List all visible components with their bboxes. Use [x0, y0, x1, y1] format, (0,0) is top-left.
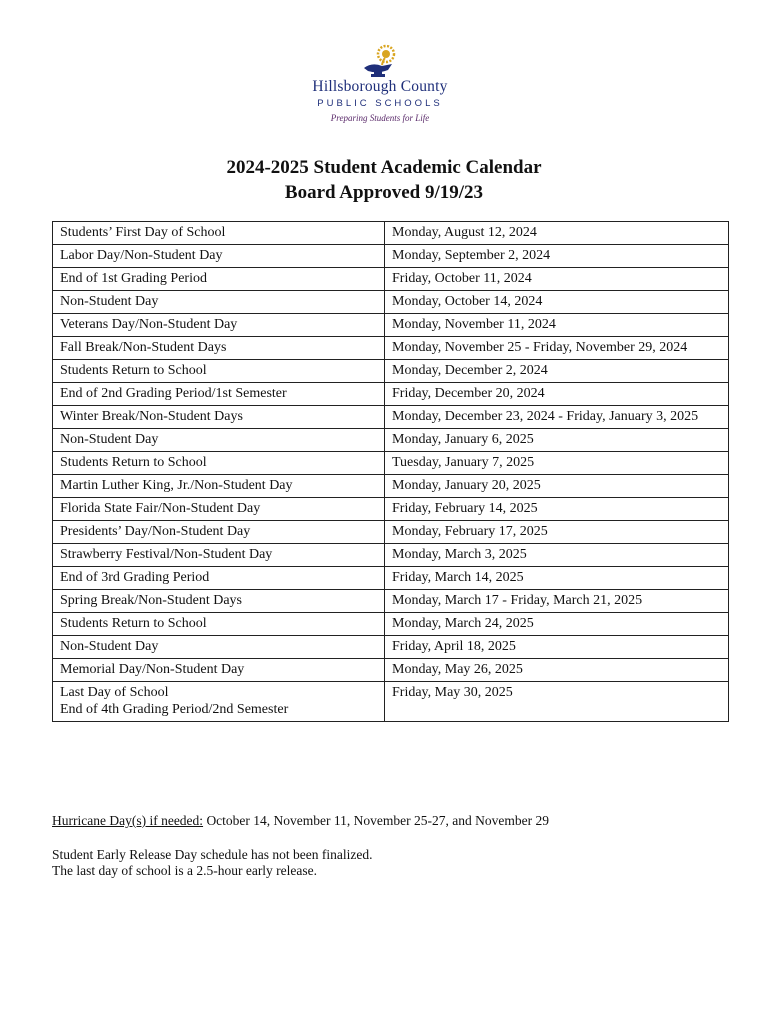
table-row [53, 567, 729, 590]
table-row [53, 659, 729, 682]
table-row [53, 636, 729, 659]
date-cell: Monday, February 17, 2025 [385, 521, 729, 544]
date-cell: Monday, March 3, 2025 [385, 544, 729, 567]
event-line: Last Day of School [60, 685, 169, 700]
event-cell: Non-Student Day [53, 429, 385, 452]
table-row [53, 314, 729, 337]
event-cell: End of 3rd Grading Period [53, 567, 385, 590]
event-cell: Non-Student Day [53, 291, 385, 314]
date-cell: Monday, November 11, 2024 [385, 314, 729, 337]
date-cell: Tuesday, January 7, 2025 [385, 452, 729, 475]
event-cell [53, 682, 385, 722]
date-cell: Monday, October 14, 2024 [385, 291, 729, 314]
event-cell: Memorial Day/Non-Student Day [53, 659, 385, 682]
last-day-note: The last day of school is a 2.5-hour early release. [52, 863, 318, 878]
hurricane-note [52, 812, 549, 829]
event-cell: Fall Break/Non-Student Days [53, 337, 385, 360]
table-row [53, 429, 729, 452]
table-row [53, 360, 729, 383]
lamp-of-learning-icon [362, 44, 398, 80]
event-cell: Students’ First Day of School [53, 222, 385, 245]
table-row [53, 222, 729, 245]
table-row [53, 383, 729, 406]
table-row [53, 613, 729, 636]
table-row [53, 521, 729, 544]
table-row [53, 268, 729, 291]
date-cell: Monday, January 6, 2025 [385, 429, 729, 452]
event-cell: Martin Luther King, Jr./Non-Student Day [53, 475, 385, 498]
event-cell: End of 2nd Grading Period/1st Semester [53, 383, 385, 406]
date-cell: Friday, May 30, 2025 [385, 682, 729, 722]
date-cell: Monday, March 17 - Friday, March 21, 2025 [385, 590, 729, 613]
table-row [53, 406, 729, 429]
early-release-note: Student Early Release Day schedule has not been finalized. [52, 847, 373, 862]
date-cell: Friday, April 18, 2025 [385, 636, 729, 659]
event-cell: Spring Break/Non-Student Days [53, 590, 385, 613]
date-cell: Monday, May 26, 2025 [385, 659, 729, 682]
logo-subtitle: PUBLIC SCHOOLS [317, 98, 443, 109]
hurricane-label: Hurricane Day(s) if needed: [52, 813, 204, 828]
event-line: End of 4th Grading Period/2nd Semester [60, 702, 289, 717]
event-cell: Strawberry Festival/Non-Student Day [53, 544, 385, 567]
date-cell: Friday, February 14, 2025 [385, 498, 729, 521]
event-cell: Veterans Day/Non-Student Day [53, 314, 385, 337]
academic-calendar-table [52, 221, 729, 722]
date-cell: Friday, October 11, 2024 [385, 268, 729, 291]
table-row [53, 291, 729, 314]
date-cell: Monday, August 12, 2024 [385, 222, 729, 245]
page-title: 2024-2025 Student Academic Calendar [226, 157, 542, 178]
event-cell: End of 1st Grading Period [53, 268, 385, 291]
date-cell: Monday, January 20, 2025 [385, 475, 729, 498]
table-row [53, 452, 729, 475]
event-cell: Labor Day/Non-Student Day [53, 245, 385, 268]
event-cell: Winter Break/Non-Student Days [53, 406, 385, 429]
logo-tagline: Preparing Students for Life [330, 113, 430, 123]
table-row [53, 245, 729, 268]
page-subtitle: Board Approved 9/19/23 [284, 182, 484, 203]
logo-district-name: Hillsborough County [312, 78, 448, 95]
table-row [53, 475, 729, 498]
table-row [53, 337, 729, 360]
date-cell: Monday, September 2, 2024 [385, 245, 729, 268]
table-row [53, 544, 729, 567]
table-row [53, 590, 729, 613]
event-cell: Florida State Fair/Non-Student Day [53, 498, 385, 521]
district-logo [300, 44, 460, 128]
event-cell: Non-Student Day [53, 636, 385, 659]
date-cell: Monday, March 24, 2025 [385, 613, 729, 636]
event-cell: Students Return to School [53, 613, 385, 636]
table-row [53, 682, 729, 722]
date-cell: Monday, December 23, 2024 - Friday, January 3, 2025 [385, 406, 729, 429]
table-row [53, 498, 729, 521]
date-cell: Monday, November 25 - Friday, November 29, 2024 [385, 337, 729, 360]
hurricane-dates: October 14, November 11, November 25-27, and November 29 [203, 813, 549, 828]
date-cell: Friday, December 20, 2024 [385, 383, 729, 406]
event-cell: Presidents’ Day/Non-Student Day [53, 521, 385, 544]
event-cell: Students Return to School [53, 452, 385, 475]
date-cell: Monday, December 2, 2024 [385, 360, 729, 383]
date-cell: Friday, March 14, 2025 [385, 567, 729, 590]
event-cell: Students Return to School [53, 360, 385, 383]
